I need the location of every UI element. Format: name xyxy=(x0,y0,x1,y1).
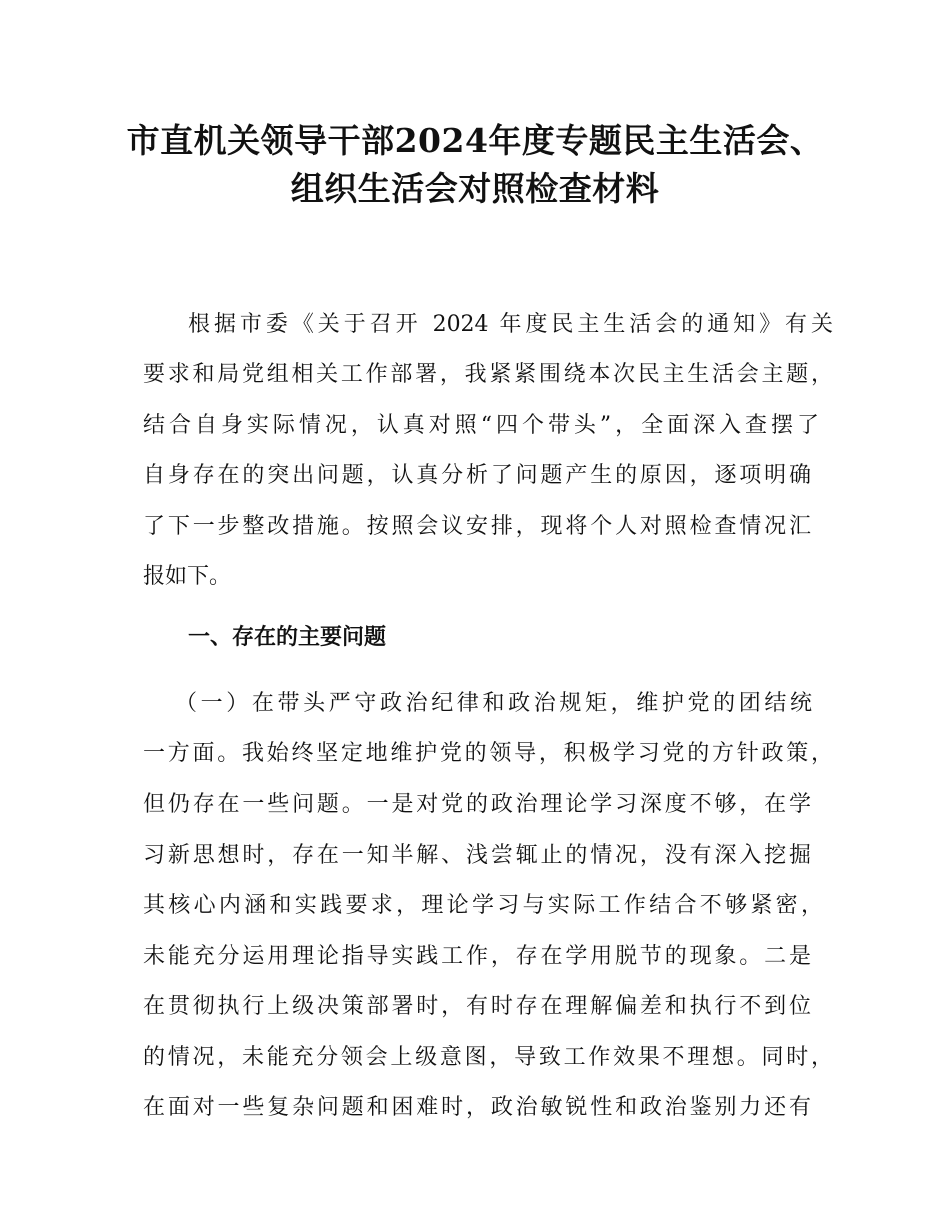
intro-paragraph-line-2: 要求和局党组相关工作部署，我紧紧围绕本次民主生活会主题， xyxy=(143,362,833,387)
section-paragraph-line-1: （一）在带头严守政治纪律和政治规矩，维护党的团结统 xyxy=(175,691,812,716)
section-paragraph-line-9: 在面对一些复杂问题和困难时，政治敏锐性和政治鉴别力还有 xyxy=(143,1095,811,1120)
intro-paragraph-line-5: 了下一步整改措施。按照会议安排，现将个人对照检查情况汇 xyxy=(143,514,811,539)
document-title-line-1: 市直机关领导干部2024年度专题民主生活会、 xyxy=(126,121,824,160)
section-paragraph-line-2: 一方面。我始终坚定地维护党的领导，积极学习党的方针政策， xyxy=(143,741,833,766)
section-paragraph-line-8: 的情况，未能充分领会上级意图，导致工作效果不理想。同时， xyxy=(143,1045,833,1070)
document-title-line-2: 组织生活会对照检查材料 xyxy=(290,169,660,208)
intro-paragraph-line-4: 自身存在的突出问题，认真分析了问题产生的原因，逐项明确 xyxy=(143,463,811,488)
section-paragraph-line-6: 未能充分运用理论指导实践工作，存在学用脱节的现象。二是 xyxy=(143,944,811,969)
section-paragraph-line-4: 习新思想时，存在一知半解、浅尝辄止的情况，没有深入挖掘 xyxy=(143,843,811,868)
intro-paragraph-line-3: 结合自身实际情况，认真对照“四个带头”，全面深入查摆了 xyxy=(143,413,819,438)
intro-paragraph-line-6: 报如下。 xyxy=(143,564,232,589)
section-heading: 一、存在的主要问题 xyxy=(188,625,387,650)
section-paragraph-line-5: 其核心内涵和实践要求，理论学习与实际工作结合不够紧密， xyxy=(143,893,823,918)
intro-paragraph-line-1: 根据市委《关于召开 2024 年度民主生活会的通知》有关 xyxy=(188,312,833,337)
section-paragraph-line-3: 但仍存在一些问题。一是对党的政治理论学习深度不够，在学 xyxy=(143,792,811,817)
section-paragraph-line-7: 在贯彻执行上级决策部署时，有时存在理解偏差和执行不到位 xyxy=(143,994,811,1019)
